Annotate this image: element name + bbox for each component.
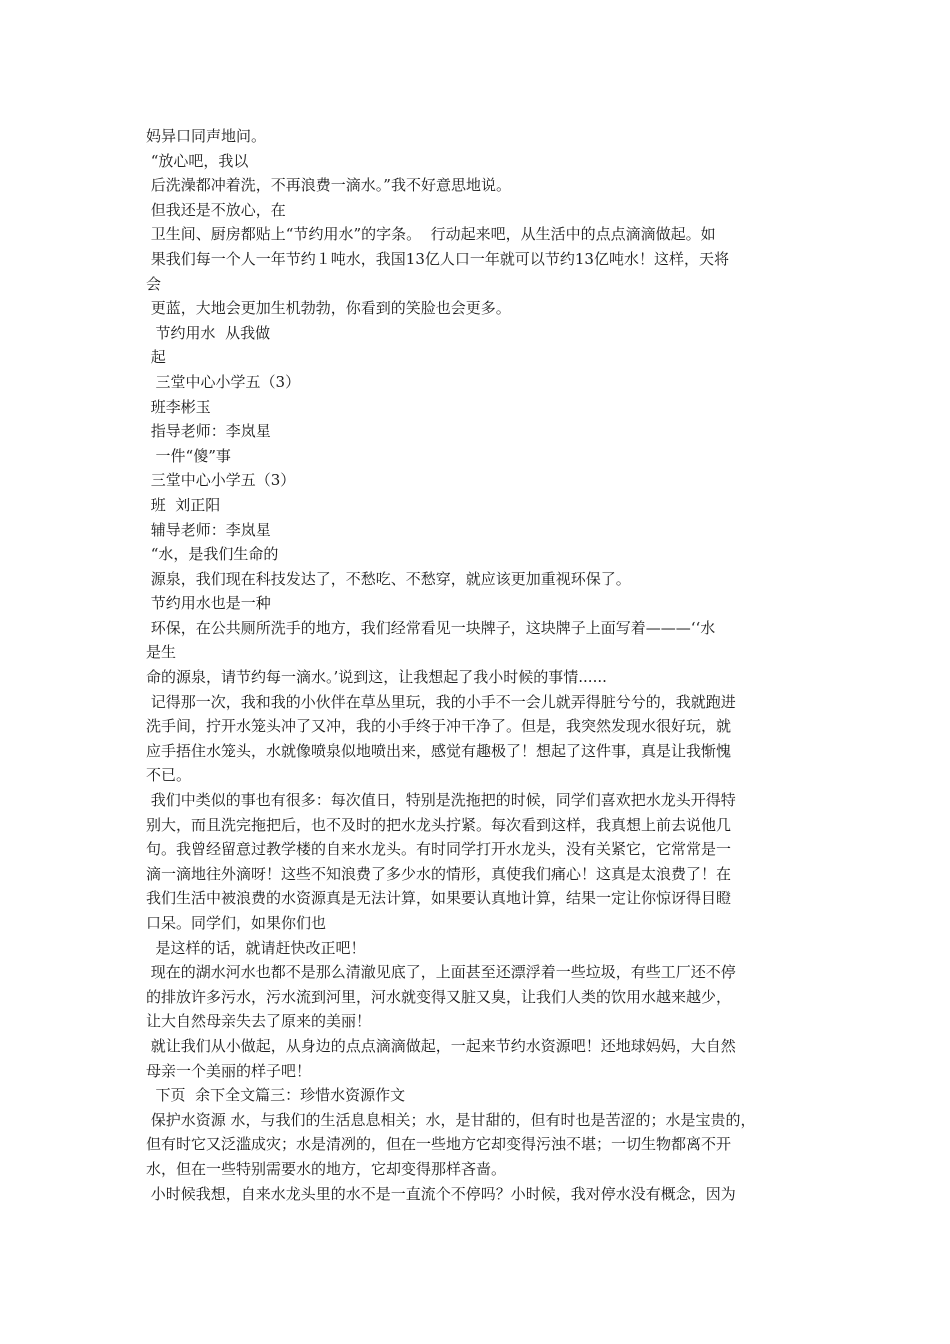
text-line: 口呆。同学们，如果你们也: [146, 914, 327, 932]
text-line: 不已。: [146, 766, 192, 785]
text-line: 三堂中心小学五（3）: [146, 471, 296, 490]
text-line: 辅导老师：李岚星: [146, 520, 271, 539]
text-line: 是这样的话，就请赶快改正吧！: [146, 938, 366, 957]
document-body: [146, 124, 810, 1206]
text-line: 我们中类似的事也有很多：每次值日，特别是洗拖把的时候，同学们喜欢把水龙头开得特: [146, 791, 736, 810]
text-line: 小时候我想，自来水龙头里的水不是一直流个不停吗？小时候，我对停水没有概念，因为: [146, 1184, 736, 1203]
text-line: 果我们每一个人一年节约１吨水，我国13亿人口一年就可以节约13亿吨水！这样，天将: [146, 249, 729, 268]
text-line: 的排放许多污水，污水流到河里，河水就变得又脏又臭，让我们人类的饮用水越来越少，: [146, 987, 732, 1006]
text-line: 母亲一个美丽的样子吧！: [146, 1061, 312, 1080]
text-line: 节约用水 从我做: [146, 323, 271, 342]
text-line: 一件“傻”事: [146, 446, 231, 465]
text-line: 三堂中心小学五（3）: [146, 372, 301, 391]
text-line: 妈异口同声地问。: [146, 127, 267, 145]
text-line: 后洗澡都冲着洗，不再浪费一滴水。”我不好意思地说。: [146, 176, 511, 195]
text-line: “水，是我们生命的: [146, 545, 279, 564]
text-line: “放心吧，我以: [146, 151, 249, 170]
text-line: 让大自然母亲失去了原来的美丽！: [146, 1012, 372, 1031]
text-line: 源泉，我们现在科技发达了，不愁吃、不愁穿，就应该更加重视环保了。: [146, 569, 631, 588]
text-line: 指导老师：李岚星: [146, 422, 271, 441]
text-line: 水，但在一些特别需要水的地方，它却变得那样吝啬。: [146, 1159, 507, 1178]
text-line: 我们生活中被浪费的水资源真是无法计算，如果要认真地计算，结果一定让你惊讶得目瞪: [146, 889, 732, 908]
text-line: 环保，在公共厕所洗手的地方，我们经常看见一块牌子，这块牌子上面写着———‘‘水: [146, 618, 716, 637]
text-line: 就让我们从小做起，从身边的点点滴滴做起，一起来节约水资源吧！还地球妈妈，大自然: [146, 1036, 736, 1055]
text-line: 别大，而且洗完拖把后，也不及时的把水龙头拧紧。每次看到这样，我真想上前去说他几: [146, 815, 732, 834]
text-line: 保护水资源 水，与我们的生活息息相关；水，是甘甜的，但有时也是苦涩的；水是宝贵的，: [146, 1110, 756, 1129]
text-line: 记得那一次，我和我的小伙伴在草丛里玩，我的小手不一会儿就弄得脏兮兮的，我就跑进: [146, 692, 736, 711]
text-line: 滴一滴地往外滴呀！这些不知浪费了多少水的情形，真使我们痛心！这真是太浪费了！在: [146, 864, 732, 883]
text-line: 卫生间、厨房都贴上“节约用水”的字条。 行动起来吧，从生活中的点点滴滴做起。如: [146, 225, 716, 244]
text-line: 句。我曾经留意过教学楼的自来水龙头。有时同学打开水龙头，没有关紧它，它常常是一: [146, 840, 732, 859]
text-line: 是生: [146, 643, 177, 662]
text-line: 起: [146, 348, 166, 367]
text-line: 会: [146, 274, 162, 293]
text-line: 更蓝，大地会更加生机勃勃，你看到的笑脸也会更多。: [146, 299, 511, 318]
text-line: 但有时它又泛滥成灾；水是清冽的，但在一些地方它却变得污浊不堪；一切生物都离不开: [146, 1135, 732, 1154]
text-line: 班 刘正阳: [146, 495, 221, 514]
text-line: 班李彬玉: [146, 397, 211, 416]
text-line: 洗手间，拧开水笼头冲了又冲，我的小手终于冲干净了。但是，我突然发现水很好玩，就: [146, 717, 732, 736]
text-line: 应手捂住水笼头，水就像喷泉似地喷出来，感觉有趣极了！想起了这件事，真是让我惭愧: [146, 741, 732, 760]
text-line: 节约用水也是一种: [146, 594, 271, 613]
text-line: 下页 余下全文篇三：珍惜水资源作文: [146, 1086, 406, 1105]
text-line: 但我还是不放心，在: [146, 200, 286, 219]
text-line: 现在的湖水河水也都不是那么清澈见底了，上面甚至还漂浮着一些垃圾，有些工厂还不停: [146, 963, 736, 982]
text-line: 命的源泉，请节约每一滴水。’说到这，让我想起了我小时候的事情......: [146, 668, 607, 687]
